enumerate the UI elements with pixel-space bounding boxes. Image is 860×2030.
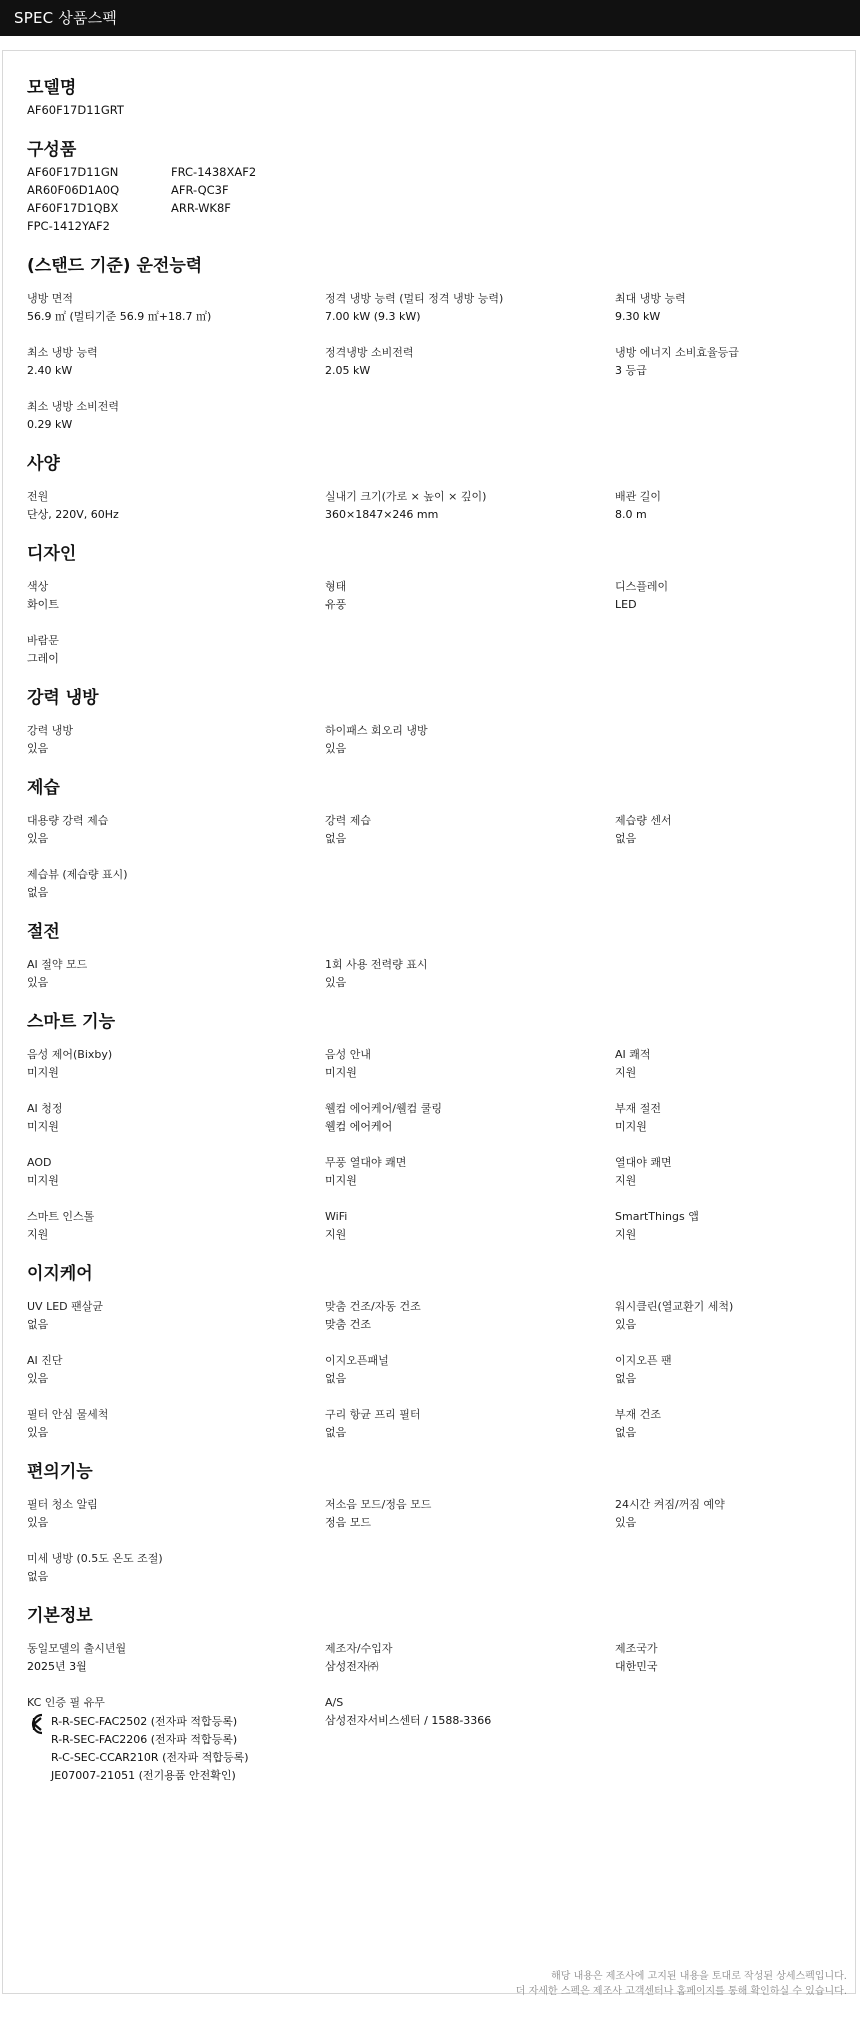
spec-item — [27, 345, 325, 399]
spec-item — [615, 489, 847, 543]
spec-item — [325, 291, 615, 345]
spec-item — [27, 1353, 325, 1407]
spec-label: 실내기 크기(가로 × 높이 × 깊이) — [325, 490, 487, 503]
spec-label: 부재 건조 — [615, 1408, 662, 1421]
spec-value: 없음 — [27, 1570, 49, 1583]
spec-item — [325, 813, 615, 867]
spec-value: 삼성전자㈜ — [325, 1660, 379, 1673]
spec-rows — [27, 813, 847, 921]
spec-item — [615, 1641, 847, 1695]
spec-item — [325, 1047, 615, 1101]
model-section — [27, 77, 847, 139]
spec-item — [27, 1497, 325, 1551]
spec-section — [27, 453, 847, 543]
spec-label: 정격냉방 소비전력 — [325, 346, 414, 359]
spec-item — [27, 1047, 325, 1101]
spec-label: 음성 제어(Bixby) — [27, 1048, 113, 1061]
spec-item — [615, 1353, 847, 1407]
spec-label: 하이패스 회오리 냉방 — [325, 724, 428, 737]
component-item: AF60F17D1QBX — [27, 201, 119, 215]
component-item: FRC-1438XAF2 — [171, 165, 257, 179]
spec-sections — [27, 255, 847, 1695]
spec-value: 지원 — [615, 1228, 637, 1241]
spec-value: 미지원 — [615, 1120, 647, 1133]
spec-value: 56.9 ㎡ (멀티기준 56.9 ㎡+18.7 ㎡) — [27, 310, 212, 323]
spec-item — [27, 291, 325, 345]
spec-label: 최대 냉방 능력 — [615, 292, 686, 305]
spec-label: 구리 항균 프리 필터 — [325, 1408, 421, 1421]
spec-value: 대한민국 — [615, 1660, 658, 1673]
section-title: (스탠드 기준) 운전능력 — [27, 256, 203, 276]
component-item: AFR-QC3F — [171, 183, 229, 197]
spec-label: AI 쾌적 — [615, 1048, 651, 1061]
spec-row — [27, 399, 847, 453]
spec-label: 열대야 쾌면 — [615, 1156, 672, 1169]
spec-panel — [2, 50, 856, 1997]
spec-label: 미세 냉방 (0.5도 온도 조절) — [27, 1552, 163, 1565]
spec-header — [0, 0, 860, 36]
spec-item — [325, 1299, 615, 1353]
component-item: FPC-1412YAF2 — [27, 219, 110, 233]
spec-value: 없음 — [615, 832, 637, 845]
spec-value: 있음 — [27, 1516, 49, 1529]
spec-label: 1회 사용 전력량 표시 — [325, 958, 428, 971]
spec-row — [27, 723, 847, 777]
section-title: 사양 — [27, 454, 60, 474]
section-title: 스마트 기능 — [27, 1012, 116, 1032]
components-section — [27, 139, 847, 255]
section-title: 기본정보 — [27, 1606, 93, 1626]
spec-value: 그레이 — [27, 652, 59, 665]
model-title: 모델명 — [27, 78, 77, 98]
component-item: AR60F06D1A0Q — [27, 183, 120, 197]
spec-row — [27, 1641, 847, 1695]
spec-value: 맞춤 건조 — [325, 1318, 372, 1331]
spec-label: 무풍 열대야 쾌면 — [325, 1156, 407, 1169]
components-title: 구성품 — [27, 140, 77, 160]
spec-value: 있음 — [27, 832, 49, 845]
spec-item — [27, 1407, 325, 1461]
spec-item — [615, 1497, 847, 1551]
spec-item — [615, 1047, 847, 1101]
spec-item — [615, 1407, 847, 1461]
spec-label: 전원 — [27, 490, 49, 503]
footer-note — [516, 1969, 847, 1999]
spec-item — [27, 867, 325, 921]
spec-item — [615, 1209, 847, 1263]
spec-value: 8.0 m — [615, 508, 647, 521]
spec-item — [325, 1155, 615, 1209]
kc-cert — [27, 1695, 325, 1785]
spec-label: 강력 냉방 — [27, 724, 74, 737]
spec-value: 있음 — [325, 976, 347, 989]
spec-row — [27, 867, 847, 921]
spec-value: 있음 — [615, 1318, 637, 1331]
as-value: 삼성전자서비스센터 / 1588-3366 — [325, 1714, 492, 1727]
spec-value: 유풍 — [325, 598, 347, 611]
kc-lines-top — [51, 1713, 237, 1749]
spec-item — [615, 579, 847, 633]
spec-label: AI 절약 모드 — [27, 958, 88, 971]
spec-value: 단상, 220V, 60Hz — [27, 508, 119, 521]
spec-row — [27, 489, 847, 543]
spec-item — [325, 1101, 615, 1155]
spec-value: 지원 — [615, 1174, 637, 1187]
spec-section — [27, 921, 847, 1011]
spec-label: 제습량 센서 — [615, 814, 672, 827]
spec-value: 3 등급 — [615, 364, 647, 377]
spec-value: 없음 — [325, 1426, 347, 1439]
spec-label: 색상 — [27, 580, 49, 593]
spec-row — [27, 1101, 847, 1155]
spec-label: AI 진단 — [27, 1354, 63, 1367]
spec-item — [325, 723, 615, 777]
spec-value: 없음 — [325, 1372, 347, 1385]
spec-label: 필터 안심 물세척 — [27, 1408, 109, 1421]
spec-label: 웰컴 에어케어/웰컴 쿨링 — [325, 1102, 442, 1115]
spec-row — [27, 345, 847, 399]
spec-value: 없음 — [27, 1318, 49, 1331]
spec-label: 대용량 강력 제습 — [27, 814, 109, 827]
spec-label: UV LED 팬살균 — [27, 1300, 103, 1313]
spec-section — [27, 687, 847, 777]
spec-value: 지원 — [27, 1228, 49, 1241]
spec-item — [27, 489, 325, 543]
spec-item — [325, 489, 615, 543]
spec-value: 2.40 kW — [27, 364, 73, 377]
component-item: AF60F17D11GN — [27, 165, 119, 179]
spec-rows — [27, 1047, 847, 1263]
spec-item — [325, 1641, 615, 1695]
spec-value: 지원 — [325, 1228, 347, 1241]
spec-label: 이지오픈 팬 — [615, 1354, 672, 1367]
spec-rows — [27, 1299, 847, 1461]
spec-value: 없음 — [325, 832, 347, 845]
spec-item — [615, 813, 847, 867]
model-value: AF60F17D11GRT — [27, 103, 124, 117]
kc-as-row — [27, 1695, 847, 1785]
spec-rows — [27, 723, 847, 777]
spec-label: 냉방 에너지 소비효율등급 — [615, 346, 739, 359]
spec-label: 이지오픈패널 — [325, 1354, 389, 1367]
spec-item — [27, 399, 325, 453]
spec-label: 24시간 켜짐/꺼짐 예약 — [615, 1498, 725, 1511]
spec-item — [615, 291, 847, 345]
spec-item — [615, 1299, 847, 1353]
spec-rows — [27, 291, 847, 453]
spec-item — [325, 957, 615, 1011]
component-item: ARR-WK8F — [171, 201, 231, 215]
spec-label: AI 청정 — [27, 1102, 63, 1115]
spec-row — [27, 1047, 847, 1101]
spec-item — [27, 1641, 325, 1695]
kc-line: JE07007-21051 (전기용품 안전확인) — [51, 1769, 236, 1782]
spec-section — [27, 255, 847, 453]
spec-label: 맞춤 건조/자동 건조 — [325, 1300, 421, 1313]
spec-value: 웰컴 에어케어 — [325, 1120, 393, 1133]
spec-rows — [27, 489, 847, 543]
spec-label: 디스플레이 — [615, 580, 669, 593]
spec-row — [27, 1407, 847, 1461]
spec-value: 미지원 — [27, 1120, 59, 1133]
spec-label: WiFi — [325, 1210, 348, 1223]
spec-item — [27, 1551, 325, 1605]
spec-item — [325, 579, 615, 633]
spec-row — [27, 1299, 847, 1353]
spec-value: 있음 — [27, 742, 49, 755]
spec-row — [27, 291, 847, 345]
spec-label: 제조자/수입자 — [325, 1642, 393, 1655]
as-label: A/S — [325, 1696, 344, 1709]
spec-value: 정음 모드 — [325, 1516, 372, 1529]
spec-value: 있음 — [325, 742, 347, 755]
spec-item — [615, 1155, 847, 1209]
spec-rows — [27, 1641, 847, 1695]
spec-section — [27, 543, 847, 687]
section-title: 절전 — [27, 922, 60, 942]
spec-item — [27, 1101, 325, 1155]
kc-mark-icon — [27, 1713, 47, 1735]
as-info — [325, 1695, 615, 1785]
spec-value: 2025년 3월 — [27, 1660, 87, 1673]
spec-value: 360×1847×246 mm — [325, 508, 439, 521]
spec-rows — [27, 1497, 847, 1605]
spec-item — [27, 723, 325, 777]
spec-row — [27, 1497, 847, 1551]
spec-section — [27, 1461, 847, 1605]
spec-value: 지원 — [615, 1066, 637, 1079]
spec-row — [27, 633, 847, 687]
spec-label: SmartThings 앱 — [615, 1210, 699, 1223]
spec-label: 부재 절전 — [615, 1102, 662, 1115]
spec-item — [325, 1407, 615, 1461]
section-title: 편의기능 — [27, 1462, 93, 1482]
spec-content — [27, 77, 847, 1785]
spec-label: 필터 청소 알림 — [27, 1498, 98, 1511]
spec-label: 최소 냉방 소비전력 — [27, 400, 120, 413]
spec-label: 동일모델의 출시년월 — [27, 1642, 127, 1655]
spec-label: 워시클린(열교환기 세척) — [615, 1300, 734, 1313]
spec-section — [27, 1263, 847, 1461]
spec-item — [325, 1353, 615, 1407]
spec-label: 저소음 모드/정음 모드 — [325, 1498, 432, 1511]
kc-line-block — [27, 1713, 325, 1749]
spec-row — [27, 579, 847, 633]
spec-value: 있음 — [27, 1426, 49, 1439]
footer-line: 해당 내용은 제조사에 고지된 내용을 토대로 작성된 상세스펙입니다. — [551, 1971, 847, 1982]
kc-label: KC 인증 필 유무 — [27, 1696, 105, 1709]
section-title: 디자인 — [27, 544, 77, 564]
spec-item — [27, 813, 325, 867]
spec-item — [27, 1155, 325, 1209]
spec-item — [27, 957, 325, 1011]
spec-item — [27, 633, 325, 687]
spec-section — [27, 1605, 847, 1695]
spec-section — [27, 777, 847, 921]
spec-row — [27, 957, 847, 1011]
spec-item — [27, 579, 325, 633]
spec-value: 2.05 kW — [325, 364, 371, 377]
spec-label: 음성 안내 — [325, 1048, 372, 1061]
spec-label: 정격 냉방 능력 (멀티 정격 냉방 능력) — [325, 292, 504, 305]
kc-line: R-R-SEC-FAC2206 (전자파 적합등록) — [51, 1733, 238, 1746]
spec-item — [615, 1101, 847, 1155]
spec-row — [27, 1155, 847, 1209]
spec-label: 강력 제습 — [325, 814, 372, 827]
spec-item — [325, 1497, 615, 1551]
components-list — [27, 163, 847, 235]
spec-label: AOD — [27, 1156, 52, 1169]
spec-value: 미지원 — [325, 1066, 357, 1079]
spec-value: 있음 — [27, 976, 49, 989]
kc-line: R-R-SEC-FAC2502 (전자파 적합등록) — [51, 1715, 238, 1728]
section-title: 이지케어 — [27, 1264, 93, 1284]
spec-value: 미지원 — [325, 1174, 357, 1187]
footer-line: 더 자세한 스펙은 제조사 고객센터나 홈페이지를 통해 확인하실 수 있습니다. — [515, 1986, 847, 1997]
kc-line: R-C-SEC-CCAR210R (전자파 적합등록) — [51, 1751, 249, 1764]
spec-item — [27, 1299, 325, 1353]
spec-label: 냉방 면적 — [27, 292, 74, 305]
spec-value: LED — [615, 598, 637, 611]
spec-value: 없음 — [615, 1426, 637, 1439]
spec-label: 제조국가 — [615, 1642, 658, 1655]
spec-label: 최소 냉방 능력 — [27, 346, 98, 359]
spec-section — [27, 1011, 847, 1263]
spec-value: 있음 — [27, 1372, 49, 1385]
spec-value: 화이트 — [27, 598, 59, 611]
spec-item — [325, 345, 615, 399]
spec-value: 미지원 — [27, 1174, 59, 1187]
spec-row — [27, 1551, 847, 1605]
spec-rows — [27, 579, 847, 687]
spec-row — [27, 1209, 847, 1263]
spec-item — [615, 345, 847, 399]
spec-row — [27, 1353, 847, 1407]
spec-value: 0.29 kW — [27, 418, 73, 431]
spec-row — [27, 813, 847, 867]
spec-item — [325, 1209, 615, 1263]
spec-value: 9.30 kW — [615, 310, 661, 323]
spec-value: 7.00 kW (9.3 kW) — [325, 310, 421, 323]
spec-value: 미지원 — [27, 1066, 59, 1079]
header-title: SPEC 상품스펙 — [14, 9, 118, 27]
spec-label: 스마트 인스톨 — [27, 1210, 95, 1223]
spec-rows — [27, 957, 847, 1011]
spec-item — [27, 1209, 325, 1263]
spec-label: 제습뷰 (제습량 표시) — [27, 868, 128, 881]
spec-label: 형태 — [325, 580, 347, 593]
spec-value: 없음 — [27, 886, 49, 899]
spec-label: 배관 길이 — [615, 490, 662, 503]
section-title: 강력 냉방 — [27, 688, 99, 708]
section-title: 제습 — [27, 778, 60, 798]
spec-label: 바람문 — [27, 634, 59, 647]
spec-value: 없음 — [615, 1372, 637, 1385]
spec-value: 있음 — [615, 1516, 637, 1529]
